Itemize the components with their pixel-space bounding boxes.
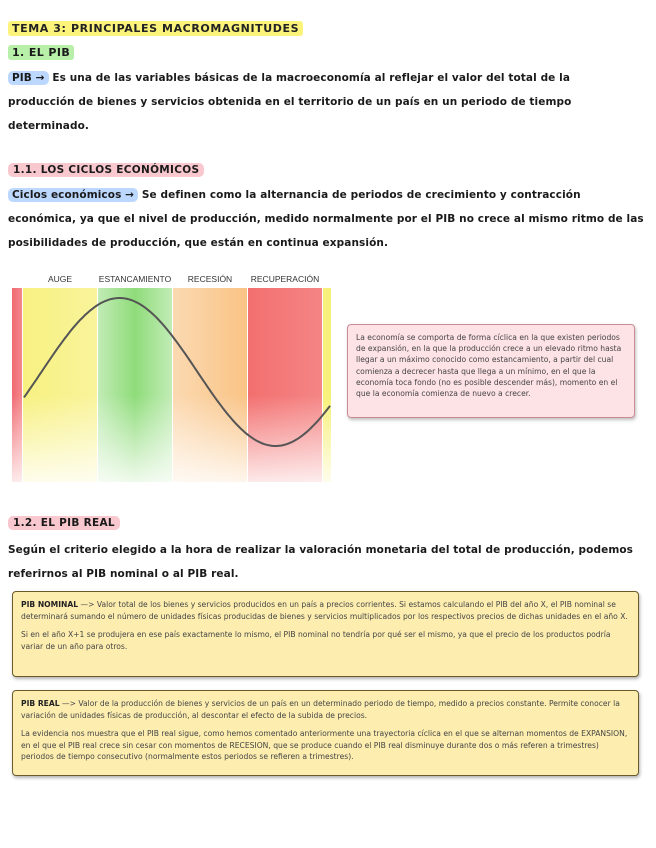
phase-label-recesion: RECESIÓN — [187, 274, 233, 284]
business-cycle-diagram — [10, 268, 332, 482]
section-heading-pib-real — [8, 517, 120, 529]
section-heading-ciclos — [8, 164, 204, 176]
phase-label-auge: AUGE — [47, 274, 73, 284]
paragraph-pib-text: Es una de las variables básicas de la macroeconomía al reflejar el valor del total de la producción de bienes y servicios obtenida en el territorio de un país en un periodo de tiempo determinado. — [8, 72, 572, 132]
chart-note-text: La economía se comporta de forma cíclica en la que existen periodos de expansión, en la que la producción crece a un elevado ritmo hasta llegar a un máximo conocido como estancamiento, a partir del cual comienza a decrecer hasta que llega a un mínimo, en el que la economía toca fondo (no es posible descender más), momento en el que la economía comienza de nuevo a crecer. — [356, 333, 622, 399]
note-pib-real-label: PIB REAL — [21, 699, 60, 708]
section-heading-pib-real-text: 1.2. EL PIB REAL — [8, 516, 120, 530]
phase-labels — [48, 274, 319, 284]
phase-label-recuperacion: RECUPERACIÓN — [250, 274, 320, 284]
section-heading-pib-text: 1. EL PIB — [8, 45, 74, 60]
paragraph-pib — [8, 66, 638, 138]
term-ciclos: Ciclos económicos → — [8, 188, 138, 202]
chart-note-box — [347, 324, 635, 418]
phase-label-estancamiento: ESTANCAMIENTO — [98, 274, 172, 284]
phase-bands — [10, 288, 332, 482]
paragraph-ciclos — [8, 183, 644, 255]
term-pib: PIB → — [8, 71, 49, 85]
note-pib-real-p1 — [21, 698, 630, 721]
note-pib-real — [12, 690, 639, 776]
page-title-text: TEMA 3: PRINCIPALES MACROMAGNITUDES — [8, 21, 303, 36]
paragraph-pib-real — [8, 538, 644, 586]
section-heading-ciclos-text: 1.1. LOS CICLOS ECONÓMICOS — [8, 163, 204, 177]
note-pib-nominal-p2: Si en el año X+1 se produjera en ese país exactamente lo mismo, el PIB nominal no tendría por qué ser el mismo, ya que el precio de los productos podría variar de un año para otros. — [21, 630, 611, 651]
paragraph-pib-real-text: Según el criterio elegido a la hora de realizar la valoración monetaria del total de producción, podemos referirnos al PIB nominal o al PIB real. — [8, 544, 634, 580]
note-pib-nominal-p1 — [21, 599, 630, 622]
note-pib-real-p2: La evidencia nos muestra que el PIB real sigue, como hemos comentado anteriormente una trayectoria cíclica en el que se alternan momentos de EXPANSION, en el que el PIB real crece sin cesar con momentos de RECESION, que se produce cuando el PIB real disminuye durante dos o más referen a trimestres) periodos de tiempo consecutivo (normalmente estos periodos se refieren a trimestres). — [21, 729, 628, 762]
page-title — [8, 22, 303, 35]
note-pib-real-p1-text: —> Valor de la producción de bienes y servicios de un país en un determinado periodo de tiempo, medido a precios constante. Permite conocer la variación de unidades físicas de producción, al descontar el efecto de la subida de precios. — [21, 699, 620, 720]
bottom-fade — [10, 288, 332, 482]
note-pib-nominal-p1-text: —> Valor total de los bienes y servicios producidos en un país a precios corrientes. Si estamos calculando el PIB del año X, el PIB nominal se determinará sumando el número de unidades físicas producidas de bienes y servicios multiplicados por los respectivos precios de dichas unidades en el año X. — [21, 600, 628, 621]
paragraph-ciclos-text: Se definen como la alternancia de periodos de crecimiento y contracción económica, ya que el nivel de producción, medido normalmente por el PIB no crece al mismo ritmo de las posibilidades de producción, que están en continua expansión. — [8, 189, 644, 249]
note-pib-nominal — [12, 591, 639, 677]
section-heading-pib — [8, 46, 74, 59]
note-pib-nominal-label: PIB NOMINAL — [21, 600, 79, 609]
